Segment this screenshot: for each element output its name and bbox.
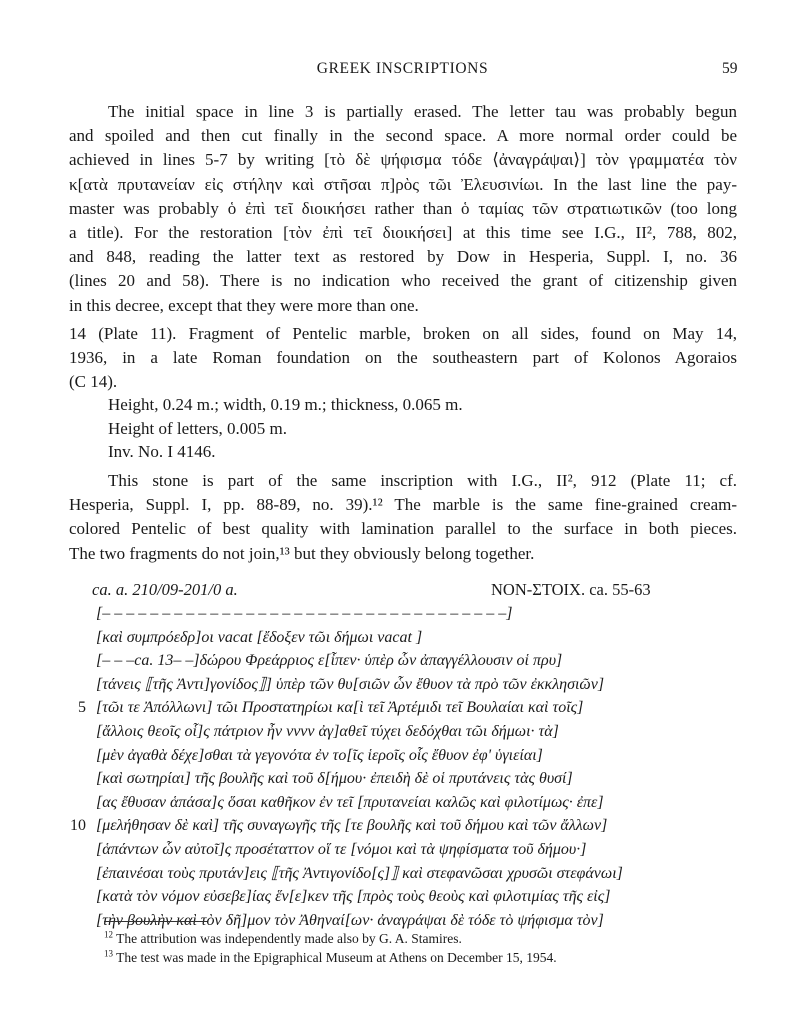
inscription-line-text: [τῶι τε Ἀπόλλωνι] τῶι Προστατηρίωι κα[ὶ τεῖ Ἀρτέμιδι τεῖ Βουλαίαι καὶ τοῖς] xyxy=(96,699,584,717)
footnote-mark: 12 xyxy=(104,929,113,940)
inscription-line xyxy=(64,649,744,673)
text-line: (C 14). xyxy=(69,372,118,392)
footnotes xyxy=(104,930,557,967)
inscription-line xyxy=(64,791,744,815)
inscription-line-text: [μὲν ἀγαθὰ δέχε]σθαι τὰ γεγονότα ἐν το[ῖς ἱεροῖς οἷς ἔθυον ἐφ' ὑγιείαι] xyxy=(96,746,543,764)
inscription-text xyxy=(64,602,744,932)
footnote xyxy=(104,949,557,968)
inscription-line xyxy=(64,720,744,744)
text-line: (lines 20 and 58). There is no indication who received the grant of citizenship given xyxy=(69,271,737,291)
inscription-line-text: [ἄλλοις θεοῖς οἷ]ς πάτριον ἦν vvvv ἀγ]αθεῖ τύχει δεδόχθαι τῶι δήμωι· τὰ] xyxy=(96,722,559,740)
text-line: 14 (Plate 11). Fragment of Pentelic marble, broken on all sides, found on May 14, xyxy=(69,324,737,343)
inscription-line xyxy=(64,696,744,720)
inscription-line xyxy=(64,767,744,791)
inventory-number: Inv. No. I 4146. xyxy=(108,442,216,461)
text-line: The initial space in line 3 is partially erased. The letter tau was probably begun xyxy=(108,102,737,121)
inscription-line-text: [– – – – – – – – – – – – – – – – – – – – – – – – – – – – – – – – – –] xyxy=(96,605,513,622)
inscription-line xyxy=(64,838,744,862)
text-line: The two fragments do not join,¹³ but they obviously belong together. xyxy=(69,543,535,563)
text-line: 1936, in a late Roman foundation on the southeastern part of Kolonos Agoraios xyxy=(69,348,737,368)
inscription-line xyxy=(64,862,744,886)
text-line: and spoiled and then cut finally in the second space. A more normal order could be xyxy=(69,126,737,146)
inscription-line-text: [– – –ca. 13– –]δώρου Φρεάρριος ε[ἶπεν· ὑπὲρ ὧν ἀπαγγέλλουσιν οἱ πρυ] xyxy=(96,652,563,670)
inscription-line-text: [καὶ σωτηρίαι] τῆς βουλῆς καὶ τοῦ δ[ήμου· ἐπειδὴ δὲ οἱ πρυτάνεις τὰς θυσί] xyxy=(96,770,573,788)
dimensions: Height, 0.24 m.; width, 0.19 m.; thickness, 0.065 m. xyxy=(108,395,463,414)
running-title: GREEK INSCRIPTIONS xyxy=(316,60,489,77)
inscription-line xyxy=(64,744,744,768)
text-line: κ[ατὰ πρυτανείαν εἰς στήλην καὶ στῆσαι π]ρὸς τῶι Ἐλευσινίωι. In the last line the pay- xyxy=(69,174,737,194)
footnote-divider xyxy=(104,921,207,922)
inscription-style: NON-ΣΤΟΙΧ. ca. 55-63 xyxy=(491,580,651,599)
inscription-line-text: [μελήθησαν δὲ καὶ] τῆς συναγωγῆς τῆς [τε βουλῆς καὶ τοῦ δήμου καὶ τῶν ἄλλων] xyxy=(96,817,608,835)
page-number: 59 xyxy=(722,60,738,77)
entry-description xyxy=(69,322,737,395)
commentary-paragraph xyxy=(69,100,737,318)
text-line: achieved in lines 5-7 by writing [τὸ δὲ ψήφισμα τόδε ⟨ἀναγράψαι⟩] τὸν γραμματέα τὸν xyxy=(69,150,737,170)
footnote-text: The attribution was independently made also by G. A. Stamires. xyxy=(116,931,462,946)
footnote-mark: 13 xyxy=(104,948,113,958)
text-line: This stone is part of the same inscription with I.G., II², 912 (Plate 11; cf. xyxy=(108,471,737,490)
discussion-paragraph xyxy=(69,469,737,566)
inscription-line-text: [τάνεις ⟦τῆς Ἀντι]γονίδος⟧] ὑπὲρ τῶν θυ[σιῶν ὧν ἔθυον τὰ πρὸ τῶν ἐκκλησιῶν] xyxy=(96,675,605,693)
inscription-line-text: [κατὰ τὸν νόμον εὐσεβε]ίας ἕν[ε]κεν τῆς [πρὸς τοὺς θεοὺς καὶ φιλοτιμίας τῆς εἰς] xyxy=(96,888,611,906)
inscription-line-text: [ἁπάντων ὧν αὐτοῖ]ς προσέταττον οἵ τε [νόμοι καὶ τὰ ψηφίσματα τοῦ δήμου·] xyxy=(96,840,587,858)
text-line: in this decree, except that they were more than one. xyxy=(69,295,419,315)
text-line: and 848, reading the latter text as restored by Dow in Hesperia, Suppl. I, no. 36 xyxy=(69,247,737,267)
inscription-line-text: [ας ἔθυσαν ἁπάσα]ς ὅσαι καθῆκον ἐν τεῖ [πρυτανείαι καλῶς καὶ φιλοτίμως· ἐπε] xyxy=(96,793,604,811)
text-line: master was probably ὁ ἐπὶ τεῖ διοικήσει rather than ὁ ταμίας τῶν στρατιωτικῶν (too long xyxy=(69,198,737,218)
footnote-text: The test was made in the Epigraphical Museum at Athens on December 15, 1954. xyxy=(116,949,557,965)
text-line: a title). For the restoration [τὸν ἐπὶ τεῖ διοικήσει] at this time see I.G., II², 788, 802, xyxy=(69,223,737,243)
letter-height: Height of letters, 0.005 m. xyxy=(108,418,287,438)
inscription-line xyxy=(64,814,744,838)
inscription-date: ca. a. 210/09-201/0 a. xyxy=(92,580,238,599)
inscription-line xyxy=(64,885,744,909)
inscription-line xyxy=(64,673,744,697)
inscription-line xyxy=(64,602,744,626)
inscription-line-text: [καὶ συμπρόεδρ]οι vacat [ἔδοξεν τῶι δήμωι vacat ] xyxy=(96,628,423,646)
footnote xyxy=(104,930,557,949)
specifications xyxy=(108,393,463,464)
text-line: colored Pentelic of best quality with lamination parallel to the surface in both pieces. xyxy=(69,519,737,539)
line-number: 5 xyxy=(78,699,86,717)
line-number: 10 xyxy=(70,817,86,835)
inscription-line-text: [τὴν βουλὴν καὶ τὸν δῆ]μον τὸν Ἀθηναί[ων· ἀναγράψαι δὲ τόδε τὸ ψήφισμα τὸν] xyxy=(96,911,604,929)
inscription-line-text: [ἐπαινέσαι τοὺς πρυτάν]εις ⟦τῆς Ἀντιγονίδο[ς]⟧ καὶ στεφανῶσαι χρυσῶι στεφάνωι] xyxy=(96,864,623,882)
text-line: Hesperia, Suppl. I, pp. 88-89, no. 39).¹² The marble is the same fine-grained cream- xyxy=(69,495,737,515)
inscription-line xyxy=(64,626,744,650)
